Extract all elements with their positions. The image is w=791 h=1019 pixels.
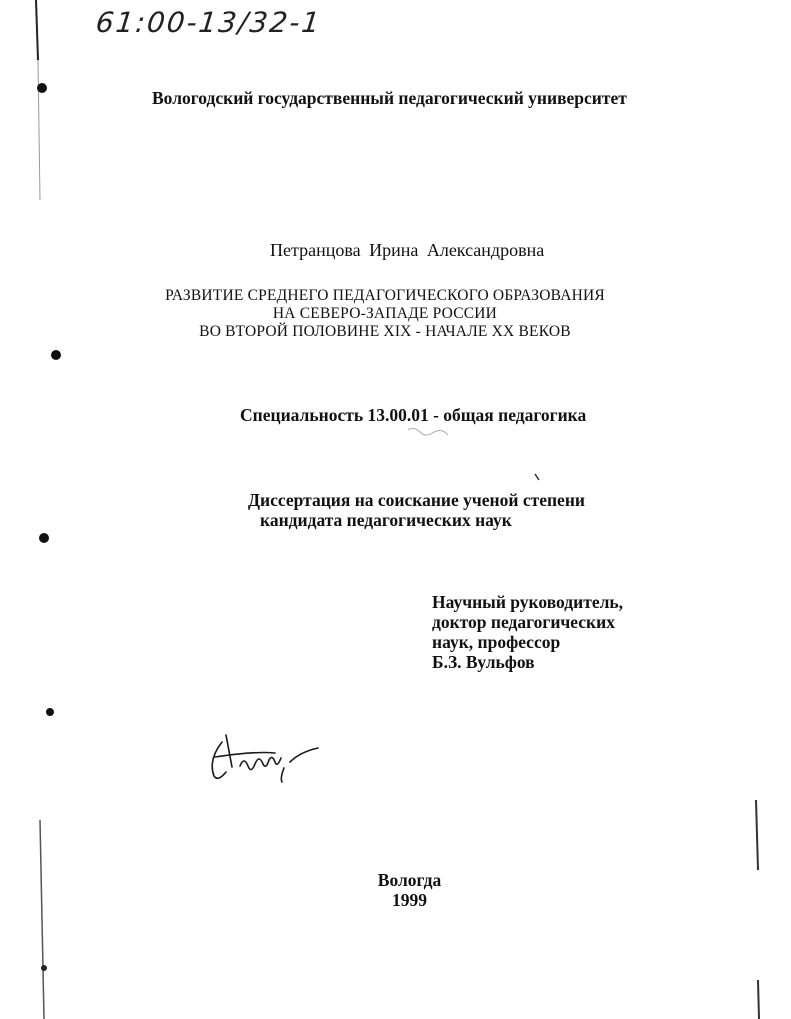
university-name: Вологодский государственный педагогический университет — [152, 88, 627, 108]
binding-edge-bottom — [40, 820, 44, 1019]
city-name: Вологда — [377, 870, 442, 890]
punch-mark-3 — [39, 533, 49, 543]
author-name: Петранцова Ирина Александровна — [270, 240, 545, 260]
scan-smudge — [408, 428, 448, 435]
binding-edge-line — [36, 0, 38, 60]
degree-line-2: кандидата педагогических наук — [260, 510, 512, 530]
right-edge-mark-bottom — [758, 980, 759, 1019]
ink-dot — [535, 474, 539, 480]
catalog-number: 61:00-13/32-1 — [94, 6, 324, 39]
degree-line-1: Диссертация на соискание ученой степени — [248, 490, 585, 510]
right-edge-mark — [756, 800, 758, 870]
title-line-1: РАЗВИТИЕ СРЕДНЕГО ПЕДАГОГИЧЕСКОГО ОБРАЗОВАНИЯ — [165, 287, 605, 304]
specialty-line: Специальность 13.00.01 - общая педагогика — [240, 405, 587, 425]
binding-edge-faint — [38, 60, 40, 200]
signature — [212, 735, 318, 782]
punch-mark-5 — [41, 965, 47, 971]
advisor-line-1: Научный руководитель, — [432, 592, 624, 612]
title-line-3: ВО ВТОРОЙ ПОЛОВИНЕ XIX - НАЧАЛЕ XX ВЕКОВ — [199, 323, 571, 340]
punch-mark-2 — [51, 350, 61, 360]
advisor-line-2: доктор педагогических — [432, 612, 615, 632]
title-line-2: НА СЕВЕРО-ЗАПАДЕ РОССИИ — [272, 305, 498, 322]
advisor-line-3: наук, профессор — [432, 632, 561, 652]
advisor-line-4: Б.З. Вульфов — [432, 652, 535, 672]
punch-mark-4 — [46, 708, 54, 716]
year: 1999 — [392, 890, 427, 910]
punch-mark-1 — [37, 83, 47, 93]
